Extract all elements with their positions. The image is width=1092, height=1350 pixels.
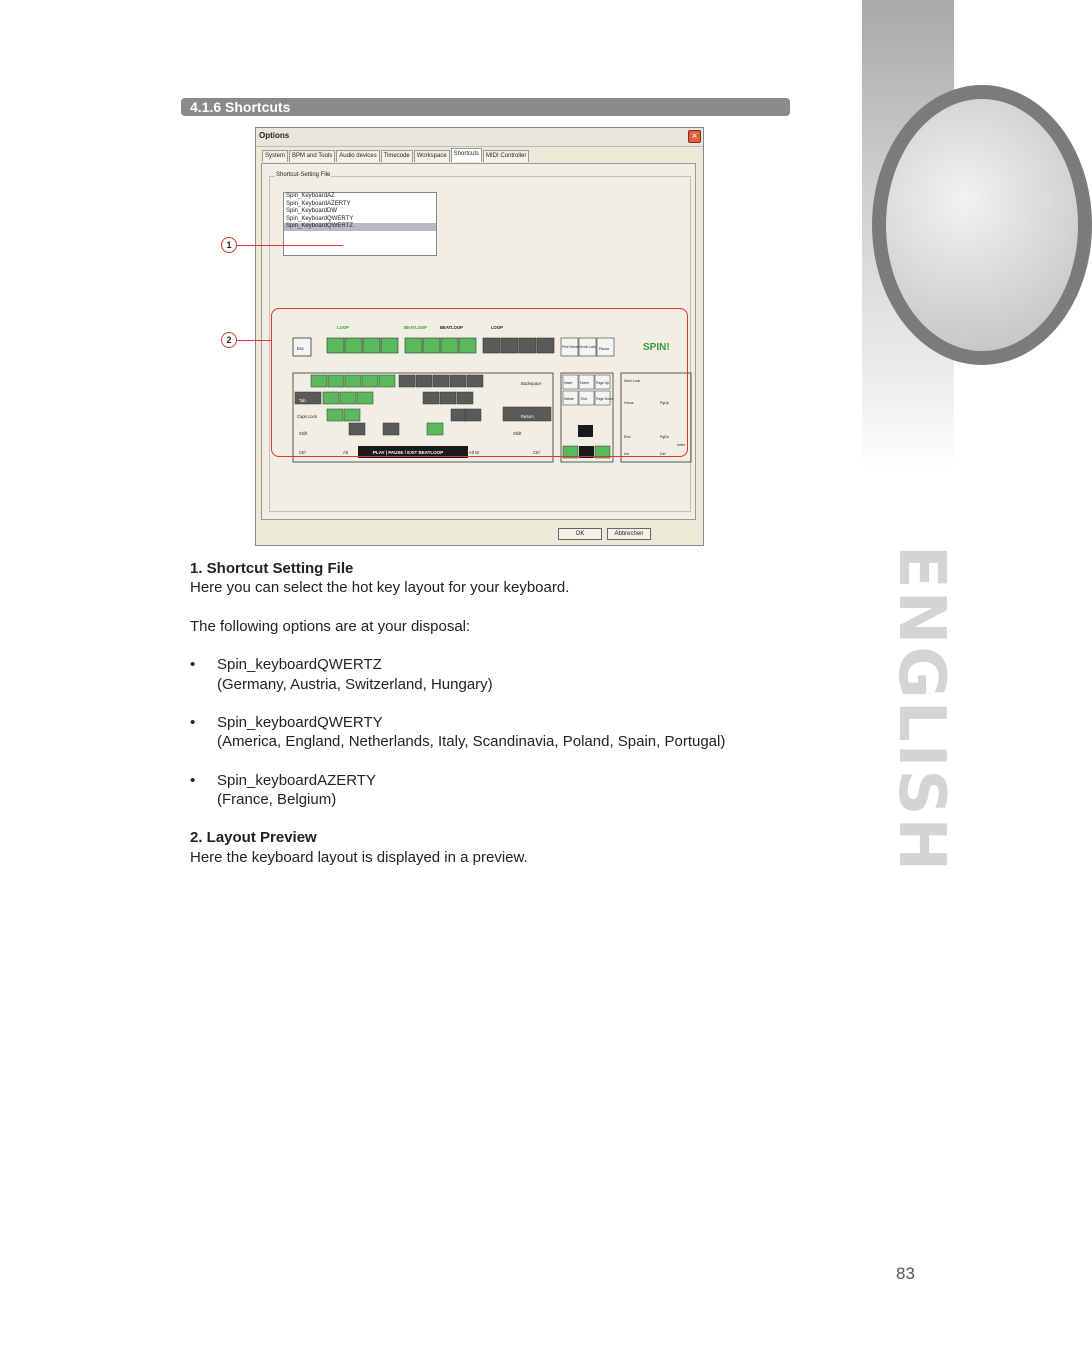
list-item-selected[interactable]: Spin_KeyboardQWERTZ	[284, 223, 436, 231]
heading-layout-preview: 2. Layout Preview	[190, 829, 317, 846]
paragraph: Here you can select the hot key layout for your keyboard.	[190, 579, 570, 596]
key-num-del: Del	[660, 452, 666, 456]
dialog-titlebar	[256, 128, 703, 147]
key-page-down: Page Down	[596, 397, 614, 401]
list-item[interactable]: Spin_KeyboardDW	[286, 208, 338, 214]
key-print-screen: Print Screen	[562, 345, 580, 349]
section-title: 4.1.6 Shortcuts	[190, 99, 291, 115]
cancel-button[interactable]: Abbrechen	[607, 528, 651, 540]
tab-bar	[262, 150, 530, 162]
tab-bpm-tools[interactable]: BPM and Tools	[289, 150, 335, 162]
paragraph: Here the keyboard layout is displayed in a preview.	[190, 849, 528, 866]
key-ctrl-right: Ctrl	[533, 450, 540, 455]
dialog-title: Options	[259, 131, 290, 140]
beatloop-label: BEATLOOP	[440, 325, 463, 330]
key-ctrl-left: Ctrl	[299, 450, 306, 455]
loop-label-right: LOOP	[491, 325, 503, 330]
group-label: Shortcut-Setting File	[276, 172, 331, 178]
option-name: Spin_keyboardQWERTZ	[217, 656, 382, 673]
key-caps-lock: Caps Lock	[297, 414, 317, 419]
tab-shortcuts[interactable]: Shortcuts	[451, 148, 482, 162]
key-altgr: Alt Gr	[469, 450, 480, 455]
callout-1-line	[237, 245, 343, 246]
key-num-home: Home	[624, 401, 634, 405]
key-scroll-lock: Scroll Lock	[580, 345, 596, 349]
key-esc: Esc	[297, 346, 304, 351]
section-header	[181, 98, 790, 116]
option-name: Spin_keyboardQWERTY	[217, 714, 383, 731]
tab-workspace[interactable]: Workspace	[414, 150, 450, 162]
key-num-pgdn: PgDn	[660, 435, 669, 439]
spin-logo: SPIN!	[643, 342, 670, 353]
option-desc: (Germany, Austria, Switzerland, Hungary)	[217, 676, 493, 693]
tab-midi-controller[interactable]: MIDI Controller	[483, 150, 529, 162]
language-label: ENGLISH	[884, 545, 958, 874]
key-delete: Delete	[564, 397, 574, 401]
key-num-enter: enter	[677, 443, 686, 447]
key-num-ins: Ins	[624, 452, 629, 456]
page-number: 83	[896, 1264, 915, 1283]
bullet: •	[190, 772, 196, 789]
logo-ring-graphic	[862, 85, 954, 365]
option-desc: (France, Belgium)	[217, 791, 337, 808]
tab-timecode[interactable]: Timecode	[381, 150, 413, 162]
callout-1: 1	[221, 237, 237, 253]
key-pause: Pause	[599, 347, 610, 351]
key-tab: Tab	[299, 398, 306, 403]
loop-label-left: LOOP	[337, 325, 349, 330]
option-desc: (America, England, Netherlands, Italy, Scandinavia, Poland, Spain, Portugal)	[217, 733, 726, 750]
list-item[interactable]: Spin_KeyboardQWERTY	[286, 215, 354, 222]
key-page-up: Page Up	[596, 381, 610, 385]
key-return: Return	[521, 414, 534, 419]
bullet: •	[190, 714, 196, 731]
key-insert: Insert	[564, 381, 573, 385]
layout-preview-highlight	[271, 308, 688, 457]
close-icon[interactable]: ×	[688, 130, 701, 143]
key-backspace: Backspace	[521, 381, 542, 386]
paragraph: The following options are at your disposal:	[190, 618, 471, 635]
key-num-end: End	[624, 435, 631, 439]
heading-shortcut-file: 1. Shortcut Setting File	[190, 560, 354, 577]
tab-audio-devices[interactable]: Audio devices	[336, 150, 379, 162]
spacebar-label: PLAY | PAUSE / EXIT BEATLOOP	[373, 450, 444, 455]
beatloop-label-green: BEATLOOP	[404, 325, 427, 330]
key-shift-right: Shift	[513, 431, 522, 436]
key-home: Home	[580, 381, 590, 385]
key-alt: Alt	[343, 450, 348, 455]
option-name: Spin_keyboardAZERTY	[217, 772, 376, 789]
tab-system[interactable]: System	[262, 150, 288, 162]
callout-2: 2	[221, 332, 237, 348]
key-num-lock: Num Lock	[624, 379, 641, 383]
callout-2-line	[237, 340, 271, 341]
key-end: End	[581, 397, 588, 401]
list-item[interactable]: Spin_KeyboardAZERTY	[286, 200, 351, 207]
list-item[interactable]: Spin_KeyboardAZ	[286, 193, 335, 199]
key-num-pgup: PgUp	[660, 401, 669, 405]
ok-button[interactable]: OK	[558, 528, 602, 540]
shortcut-file-list[interactable]	[283, 192, 437, 256]
bullet: •	[190, 656, 196, 673]
key-shift-left: Shift	[299, 431, 308, 436]
